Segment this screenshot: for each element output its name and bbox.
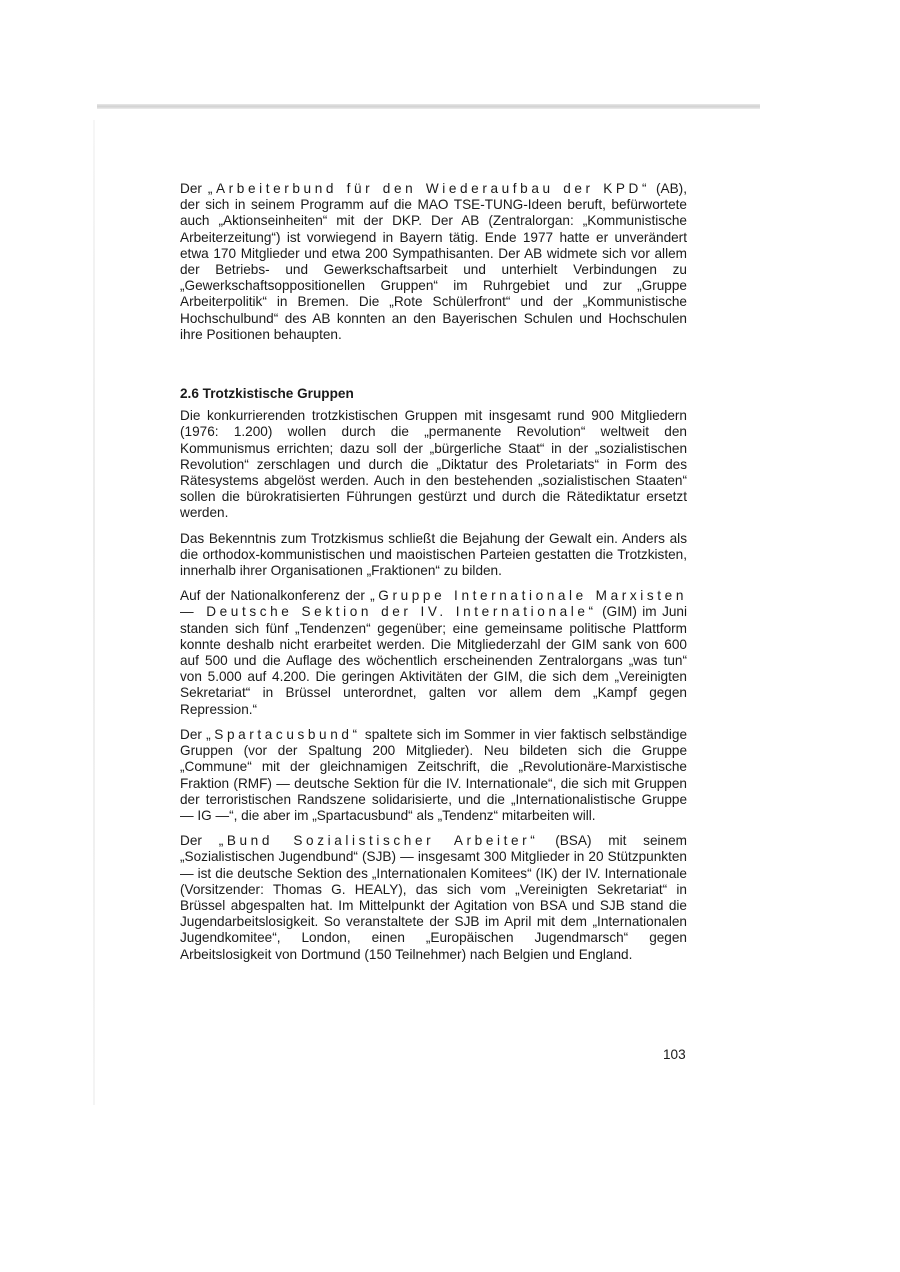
paragraph-gim-pre: Auf der Nationalkonferenz der <box>180 588 371 604</box>
scan-left-shadow <box>93 120 95 1105</box>
paragraph-spartacusbund <box>180 727 687 824</box>
paragraph-bsa-text: (BSA) mit seinem „Sozialistischen Jugendbund“ (SJB) — insgesamt 300 Mitglieder in 20 Stützpunkten — ist die deutsche Sektion des „Internationalen Komitees“ (IK) der IV. Internationale (Vorsitzender: Thomas G. HEALY), das sich vom „Vereinigten Sekretariat“ in Brüssel abgespalten hat. Im Mittelpunkt der Agitation von BSA und SJB stand die Jugendarbeitslosigkeit. So veranstaltete der SJB im April mit dem „Internationalen Jugendkomitee“, London, einen „Europäischen Jugendmarsch“ gegen Arbeitslosigkeit von Dortmund (150 Teilnehmer) nach Belgien und England. <box>180 833 687 962</box>
paragraph-trotzkist-intro: Die konkurrierenden trotzkistischen Gruppen mit insgesamt rund 900 Mitgliedern (1976: 1.200) wollen durch die „permanente Revolution“ weltweit den Kommunismus errichten; dazu soll der „bürgerliche Staat“ in der „sozialistischen Revolution“ zerschlagen und durch die „Diktatur des Proletariats“ in Form des Rätesystems abgelöst werden. Auch in den bestehenden „sozialistischen Staaten“ sollen die bürokratisierten Führungen gestürzt und durch die Rätediktatur ersetzt werden. <box>180 408 687 521</box>
paragraph-gewalt: Das Bekenntnis zum Trotzkismus schließt die Bejahung der Gewalt ein. Anders als die orthodox-kommunistischen und maoistischen Parteien gestatten die Trotzkisten, innerhalb ihrer Organisationen „Fraktionen“ zu bilden. <box>180 530 687 579</box>
org-name-ab: „Arbeiterbund für den Wiederaufbau der KPD“ <box>207 181 651 196</box>
paragraph-spartacusbund-text: spaltete sich im Sommer in vier faktisch selbständige Gruppen (vor der Spaltung 200 Mitglieder). Neu bildeten sich die Gruppe „Commune“ mit der gleichnamigen Zeitschrift, die „Revolutionäre-Marxistische Fraktion (RMF) — deutsche Sektion für die IV. Internationale“, die sich mit Gruppen der terroristischen Randszene solidarisierte, und die „Internationalistische Gruppe — IG —“, die aber im „Spartacusbund“ als „Tendenz“ mitarbeiten will. <box>180 726 687 823</box>
paragraph-bsa-pre: Der <box>180 833 219 849</box>
paragraph-ab-pre: Der <box>180 181 208 196</box>
section-gap <box>180 352 687 386</box>
page-number: 103 <box>663 1047 686 1062</box>
section-heading: 2.6 Trotzkistische Gruppen <box>180 386 354 402</box>
paragraph-bsa <box>180 833 687 963</box>
scan-top-rule <box>97 104 760 109</box>
org-name-spartacusbund: „Spartacusbund“ <box>206 726 361 742</box>
paragraph-gim <box>180 588 687 718</box>
paragraph-gim-text: (GIM) im Juni standen sich fünf „Tendenzen“ gegenüber; eine gemeinsame politische Plattform konnte deshalb nicht erarbeitet werden. Die Mitgliederzahl der GIM sank von 600 auf 500 und die Auflage des wöchentlich erscheinenden Zentralorgans „was tun“ von 5.000 auf 4.200. Die geringen Aktivitäten der GIM, die sich dem „Vereinigten Sekretariat“ in Brüssel unterordnet, galten vor allem dem „Kampf gegen Repression.“ <box>180 604 688 717</box>
paragraph-spartacusbund-pre: Der <box>180 726 207 742</box>
org-name-bsa: „Bund Sozialistischer Arbeiter“ <box>218 833 539 849</box>
org-name-gim: „Gruppe Internationale Marxisten — Deutsche Sektion der IV. Internationale“ <box>180 588 687 620</box>
paragraph-ab <box>180 181 687 343</box>
paragraph-ab-text: (AB), der sich in seinem Programm auf die MAO TSE-TUNG-Ideen beruft, befürwortete auch „Aktionseinheiten“ mit der DKP. Der AB (Zentralorgan: „Kommunistische Arbeiterzeitung“) ist vorwiegend in Bayern tätig. Ende 1977 hatte er unverändert etwa 170 Mitglieder und etwa 200 Sympathisanten. Der AB widmete sich vor allem der Betriebs- und Gewerkschaftsarbeit und unterhielt Verbindungen zu „Gewerkschaftsoppositionellen Gruppen“ im Ruhrgebiet und zur „Gruppe Arbeiterpolitik“ in Bremen. Die „Rote Schülerfront“ und der „Kommunistische Hochschulbund“ des AB konnten an den Bayerischen Schulen und Hochschulen ihre Positionen behaupten. <box>180 181 687 342</box>
page-body <box>180 181 687 972</box>
